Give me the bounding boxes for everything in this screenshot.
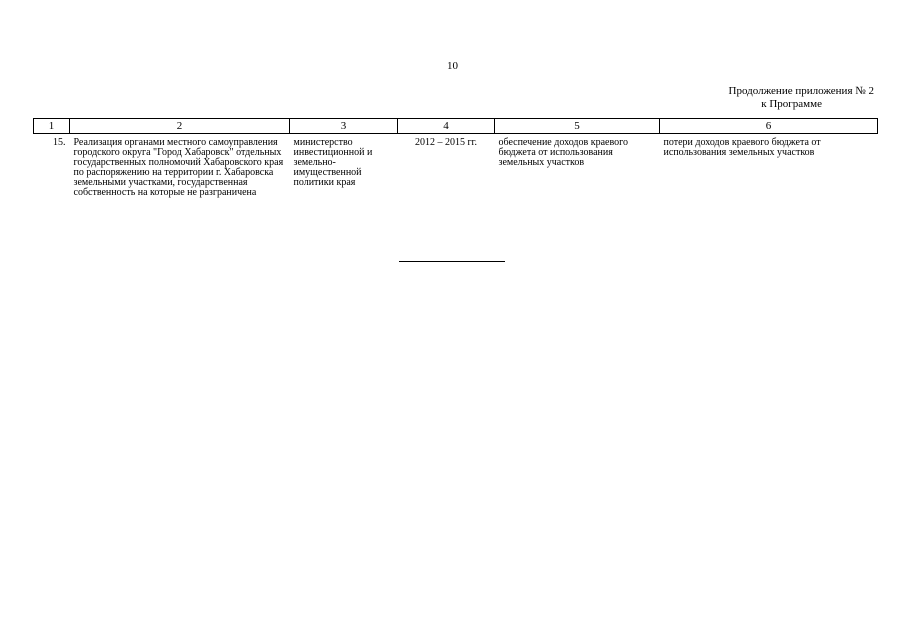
table-row <box>34 134 878 199</box>
program-table <box>33 118 878 198</box>
column-header: 5 <box>495 119 660 134</box>
table-header-row <box>34 119 878 134</box>
consequences-cell: потери доходов краевого бюджета от использования земельных участков <box>663 137 821 158</box>
column-header: 6 <box>660 119 878 134</box>
column-header: 1 <box>34 119 70 134</box>
row-number: 15. <box>53 137 66 148</box>
appendix-note-line2: к Программе <box>761 98 822 110</box>
result-cell: обеспечение доходов краевого бюджета от использования земельных участков <box>498 137 628 168</box>
activity-cell: Реализация органами местного самоуправления городского округа "Город Хабаровск" отдельных государственных полномочий Хабаровского края по распоряжению на территории г. Хабаровска земельными участками, государственная собственность на которые не разграничена <box>73 137 284 198</box>
column-header: 4 <box>398 119 495 134</box>
executor-cell: министерство инвестиционной и земельно-имущественной политики края <box>293 137 373 188</box>
period-cell: 2012 – 2015 гг. <box>414 137 478 148</box>
column-header: 3 <box>290 119 398 134</box>
appendix-note <box>729 85 874 111</box>
column-header: 2 <box>70 119 290 134</box>
appendix-note-line1: Продолжение приложения № 2 <box>728 85 874 97</box>
page-number: 10 <box>447 60 458 72</box>
end-divider <box>399 261 505 262</box>
